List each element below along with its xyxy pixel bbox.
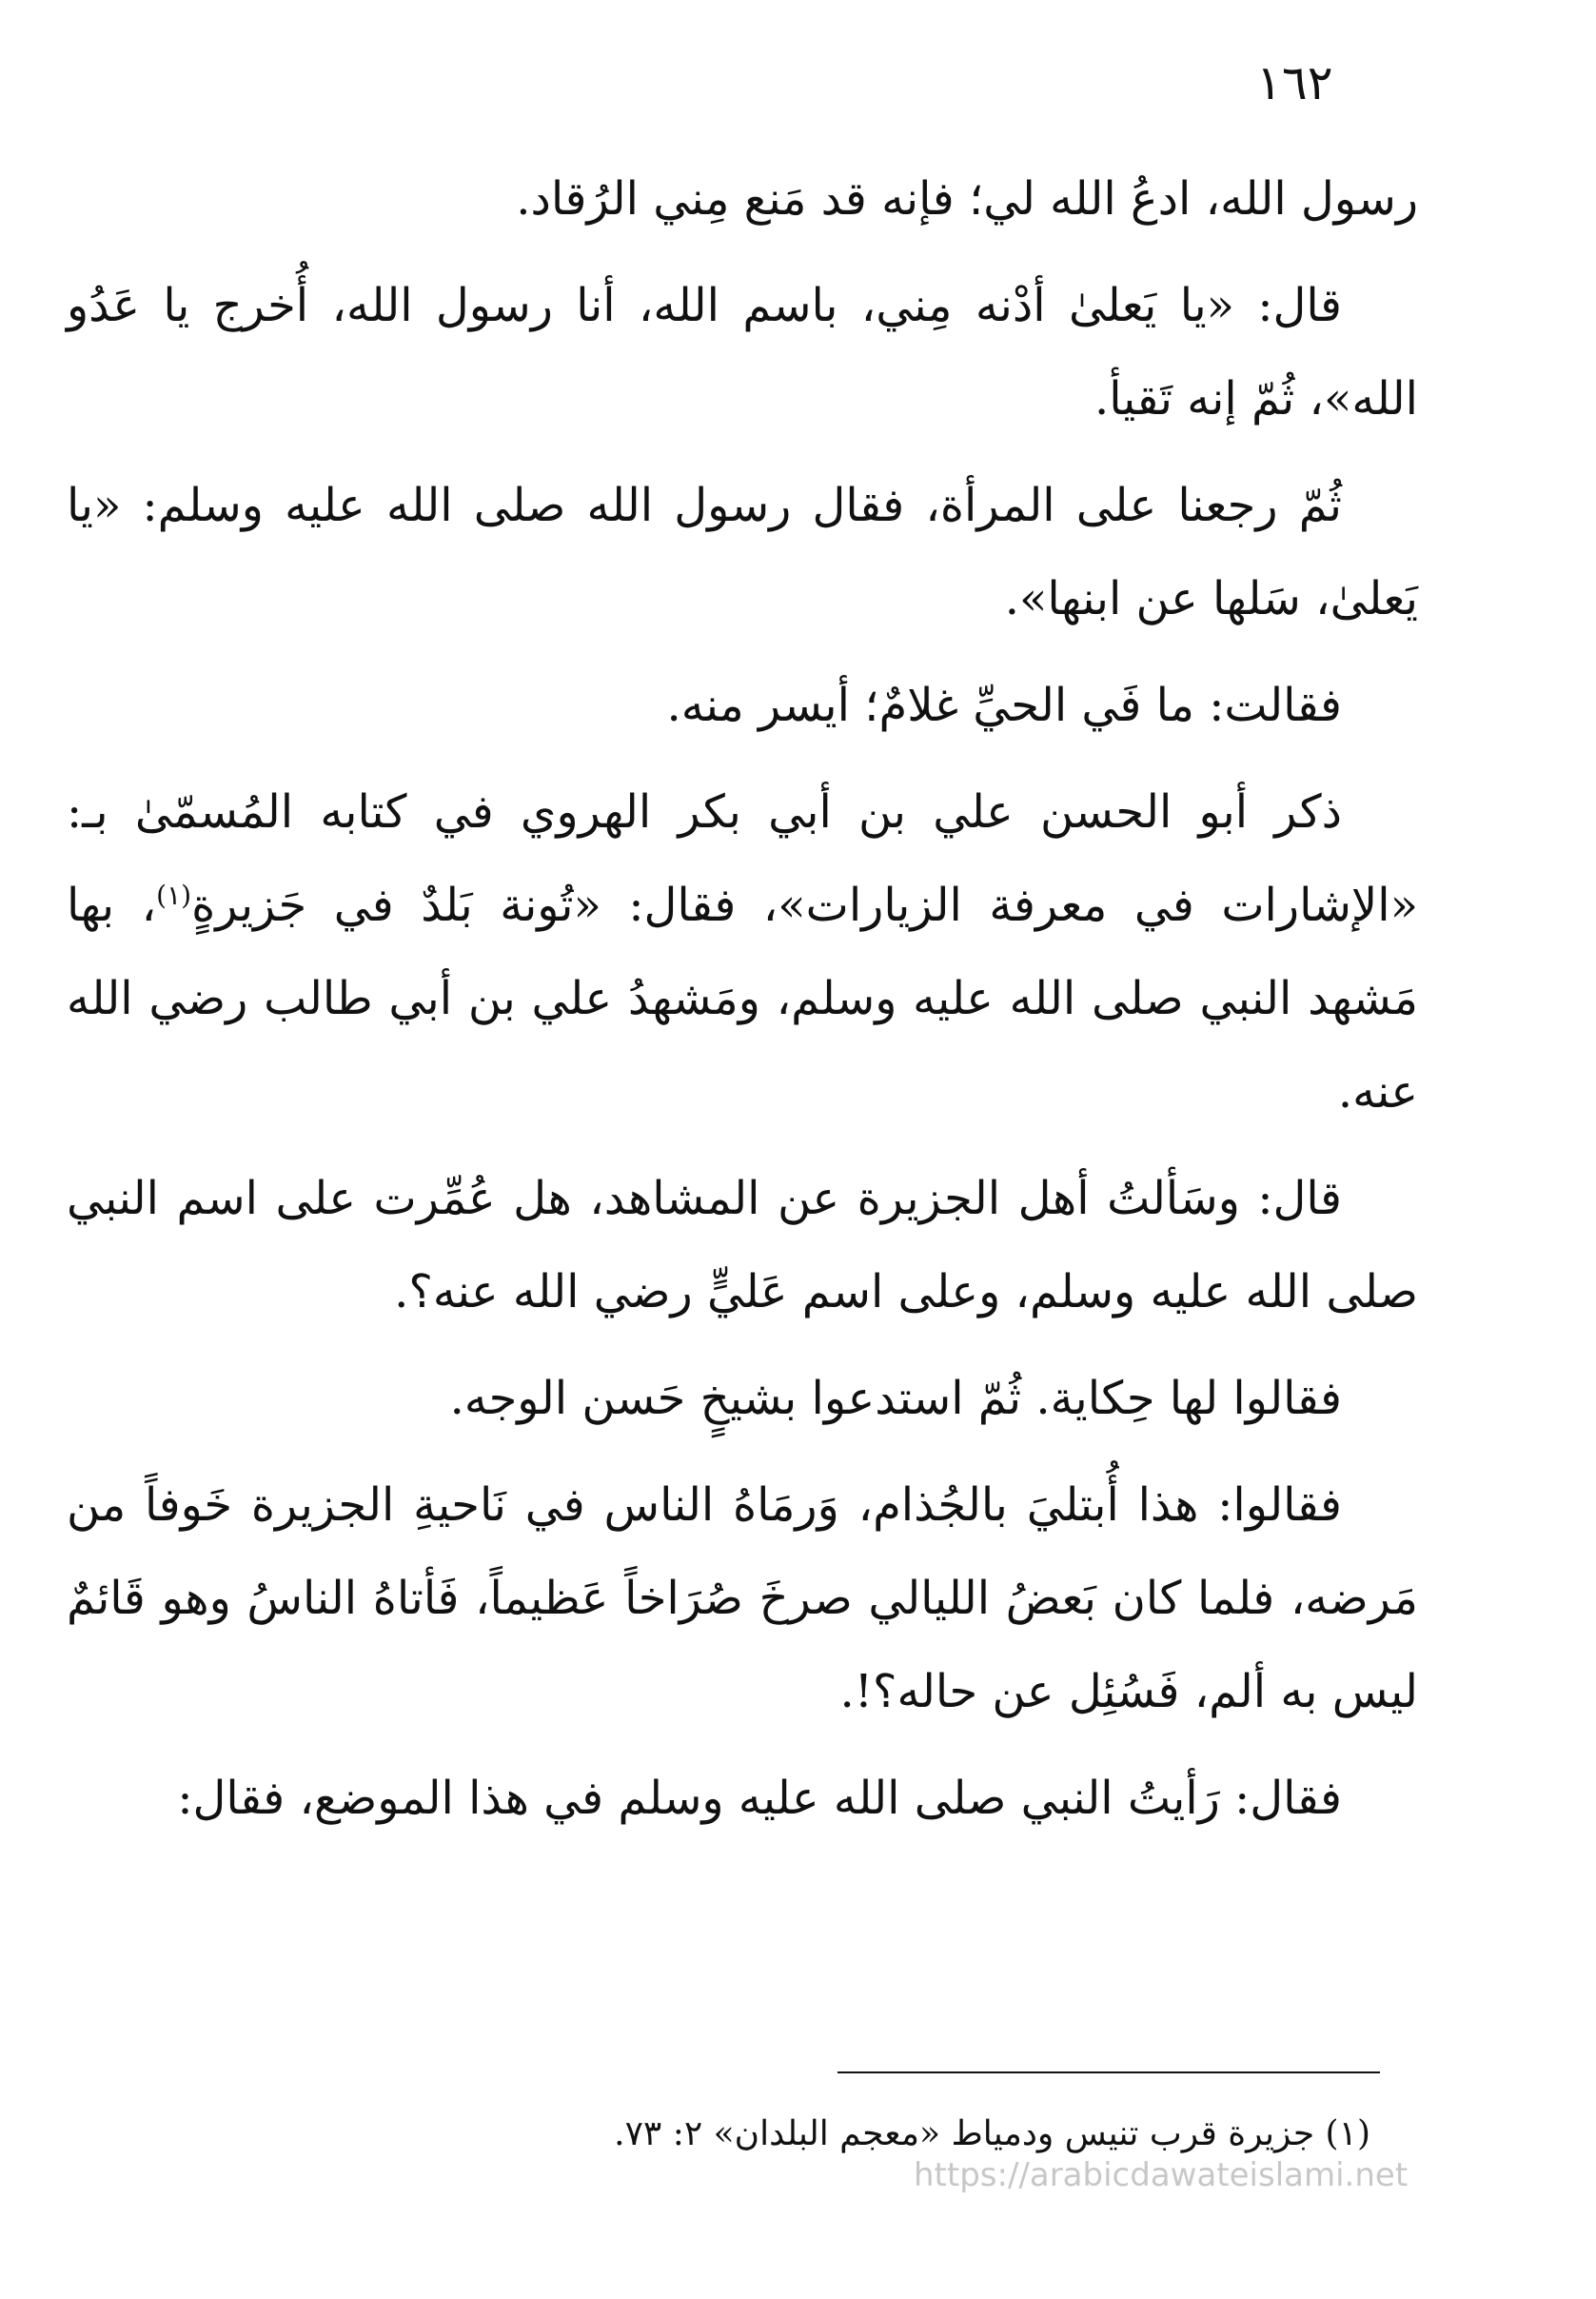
paragraph-3: ثُمّ رجعنا على المرأة، فقال رسول الله صلى الله عليه وسلم: «يا يَعلىٰ، سَلها عن ابنها». [67,479,1418,625]
paragraph-9: فقال: رَأيتُ النبي صلى الله عليه وسلم في هذا الموضع، فقال: [177,1772,1342,1825]
footnote-divider [837,2071,1380,2073]
paragraph-6: قال: وسَألتُ أهل الجزيرة عن المشاهد، هل عُمِّرت على اسم النبي صلى الله عليه وسلم، وعلى اسم عَليٍّ رضي الله عنه؟. [67,1172,1418,1318]
watermark-url: https://arabicdawateislami.net [914,2156,1409,2194]
paragraph-7: فقالوا لها حِكاية. ثُمّ استدعوا بشيخٍ حَسن الوجه. [449,1372,1342,1425]
footnote: (١) جزيرة قرب تنيس ودمياط «معجم البلدان» ٢: ٧٣. [614,2114,1370,2153]
paragraph-5 [67,765,1418,1139]
paragraph-4: فقالت: ما فَي الحيِّ غلامٌ؛ أيسر منه. [666,679,1342,732]
paragraph-5-text-a: ذكر أبو الحسن علي بن أبي بكر الهروي في كتابه المُسمّىٰ بـ: «الإشارات في معرفة الزيارات»، فقال: «تُونة بَلدٌ في جَزيرةٍ [67,785,1418,932]
paragraph-2: قال: «يا يَعلىٰ أدْنه مِني، باسم الله، أنا رسول الله، أُخرج يا عَدُو الله»، ثُمّ إنه تَقيأ. [67,279,1418,426]
paragraph-8: فقالوا: هذا أُبتليَ بالجُذام، وَرمَاهُ الناس في نَاحيةِ الجزيرة خَوفاً من مَرضه، فلما كان بَعضُ الليالي صرخَ صُرَاخاً عَظيماً، فَأتاهُ الناسُ وهو قَائمٌ ليس به ألم، فَسُئِل عن حاله؟!. [67,1478,1418,1718]
paragraph-5-text-b: ، بها مَشهد النبي صلى الله عليه وسلم، ومَشهدُ علي بن أبي طالب رضي الله عنه. [67,879,1418,1119]
body-text [67,152,1418,1858]
page-number: ١٦٢ [1256,55,1333,110]
footnote-ref: (١) [156,880,192,911]
paragraph-1: رسول الله، ادعُ الله لي؛ فإنه قد مَنع مِني الرُقاد. [516,172,1418,226]
